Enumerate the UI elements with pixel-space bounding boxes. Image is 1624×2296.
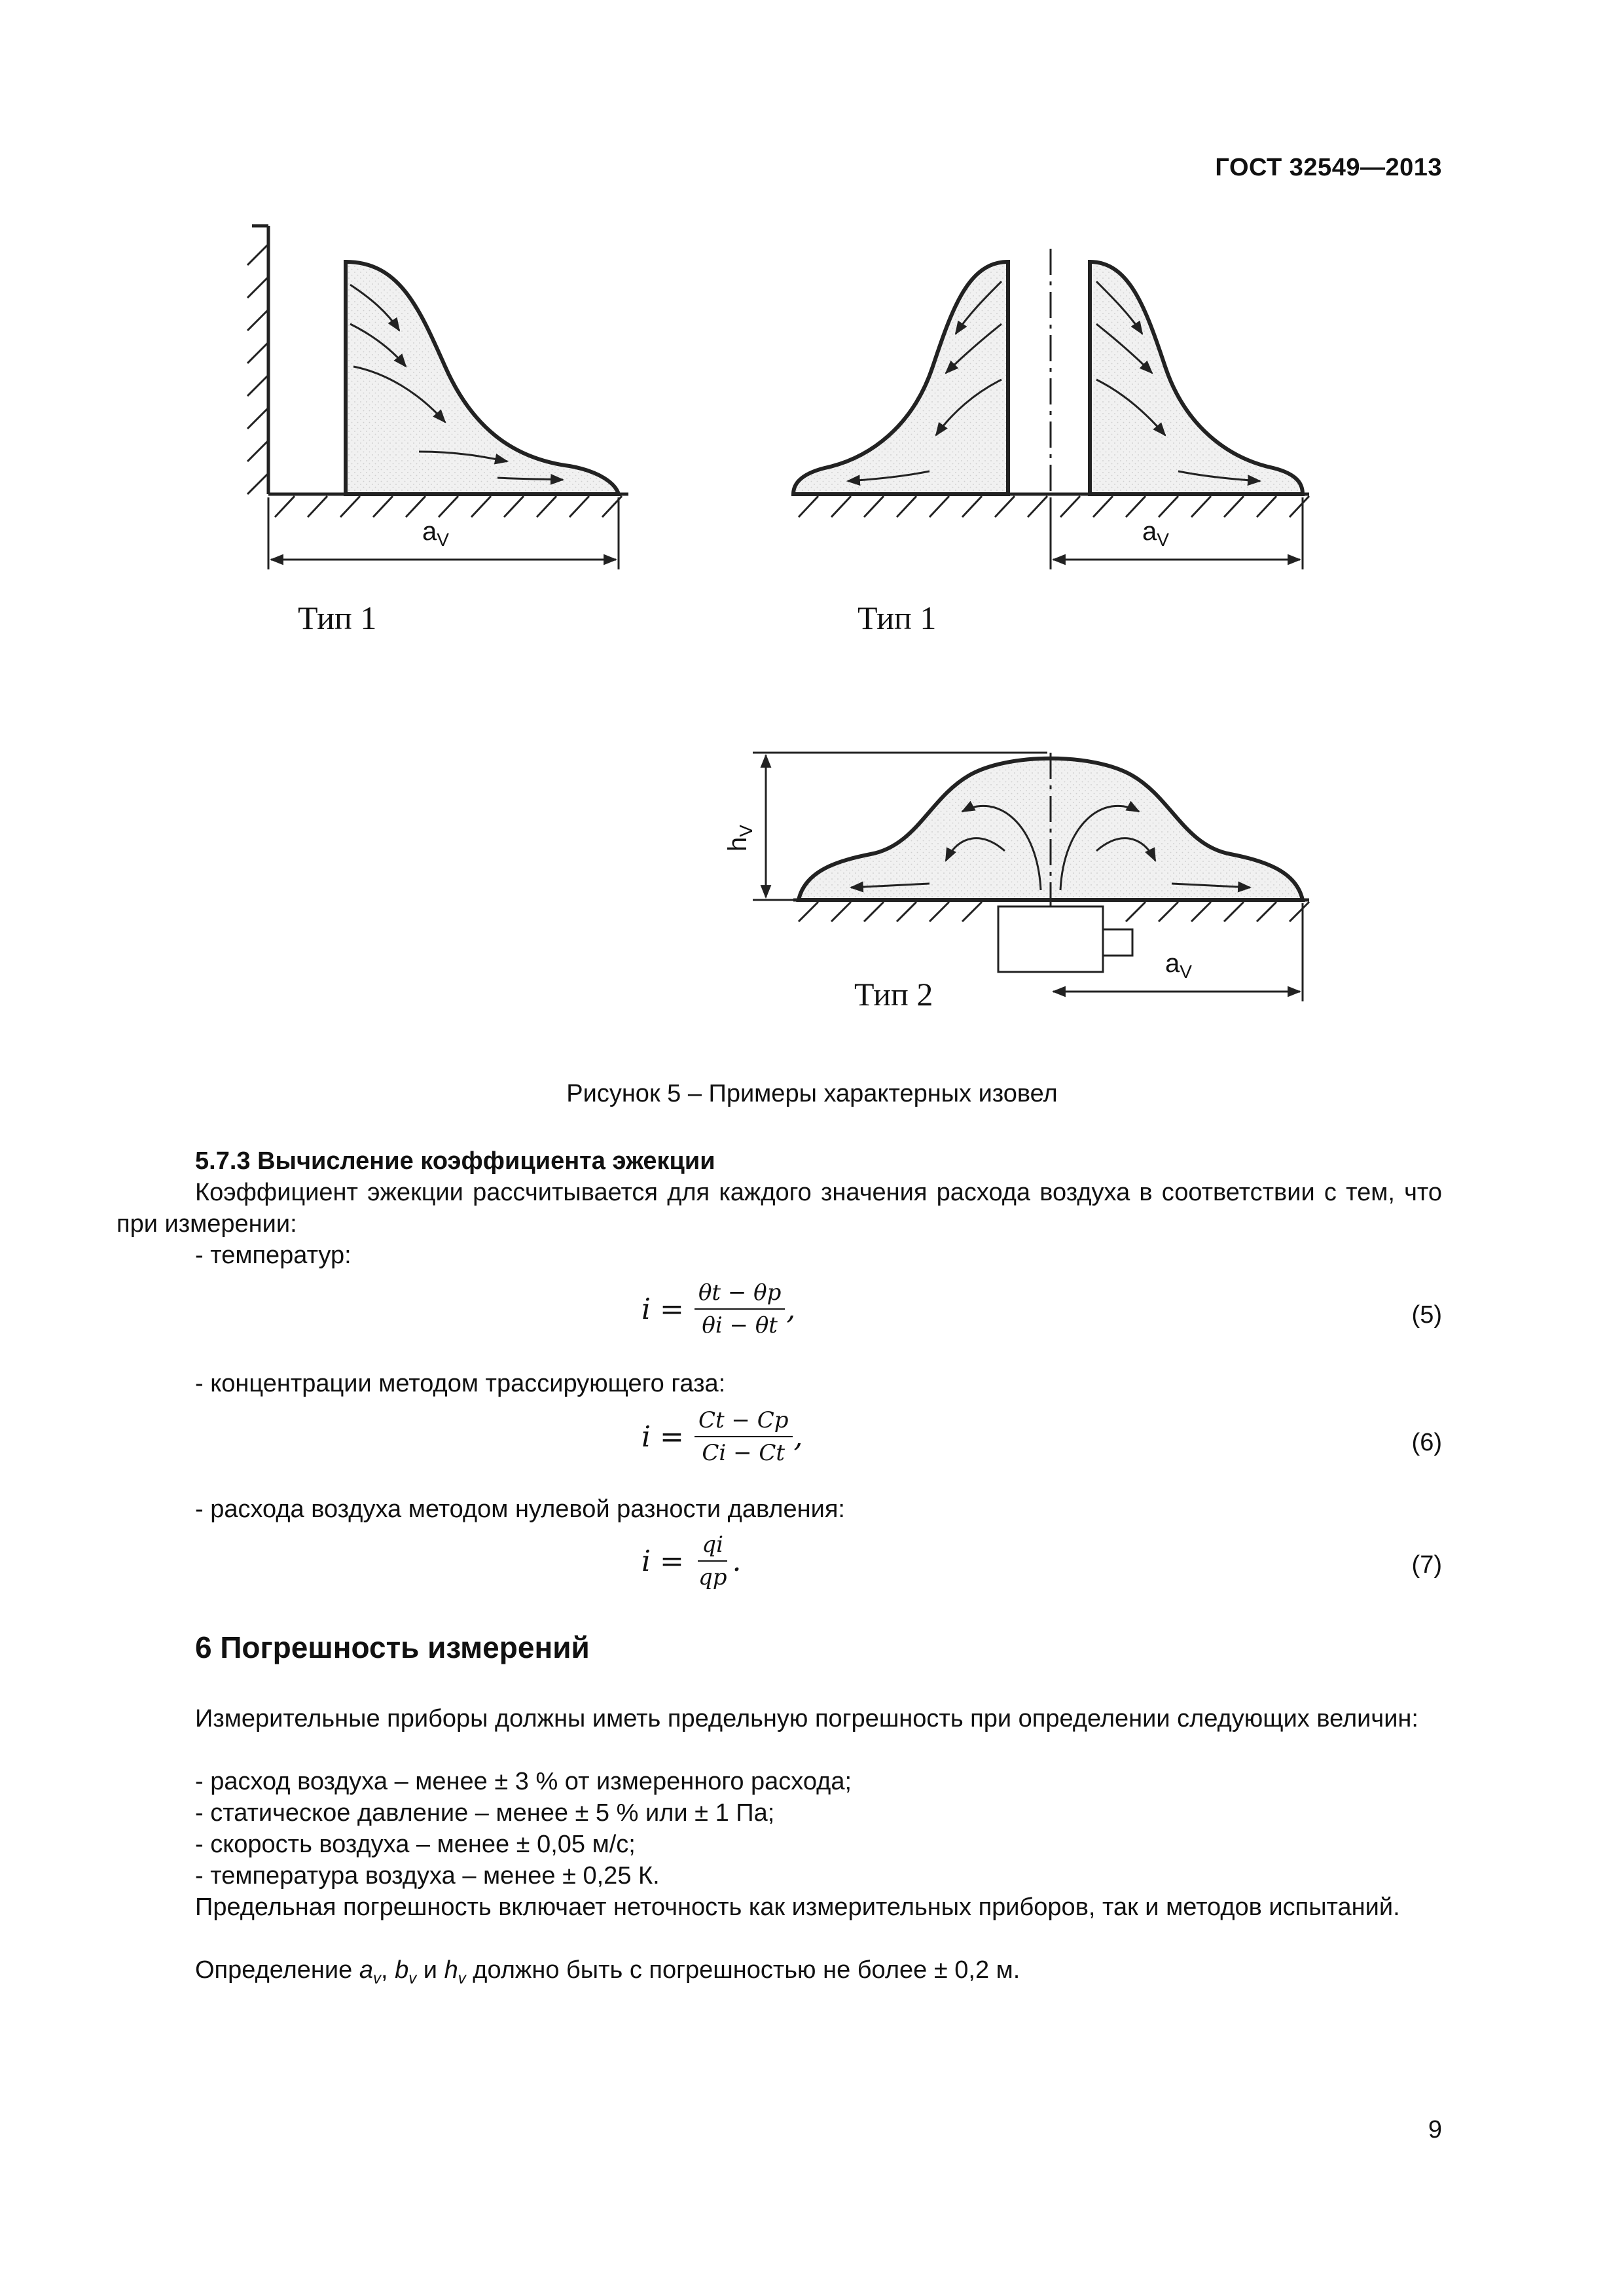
- isovel-type1-free-left: [793, 262, 1008, 494]
- equation-5-number: (5): [1411, 1301, 1442, 1329]
- item-airflow: - расхода воздуха методом нулевой разности давления:: [195, 1496, 845, 1523]
- label-av-type2: $a_V$: [1165, 949, 1192, 982]
- equation-7: i = $\frac{qi}{qp}$ .: [641, 1532, 742, 1590]
- section-573-intro: Коэффициент эжекции рассчитывается для каждого значения расхода воздуха в соответствии с тем, что при измерении:: [117, 1179, 1442, 1238]
- equation-6-number: (6): [1411, 1429, 1442, 1456]
- section-6-intro: Измерительные приборы должны иметь предельную погрешность при определении следующих величин:: [195, 1705, 1418, 1732]
- equation-7-number: (7): [1411, 1551, 1442, 1579]
- section-6-heading: 6 Погрешность измерений: [195, 1630, 590, 1664]
- equation-6: i = $\frac{Ct - Cp}{Ci - Ct}$ ,: [641, 1407, 803, 1466]
- label-hv: $h_V$: [723, 825, 756, 852]
- figure-isovel-diagrams: [0, 0, 1624, 1060]
- page-number: 9: [1428, 2116, 1442, 2144]
- document-code: ГОСТ 32549—2013: [1215, 154, 1442, 181]
- section-6-final: Определение $a_v$, $b_v$ и $h_v$ должно быть с погрешностью не более ± 0,2 м.: [195, 1956, 1020, 1988]
- label-type2: Тип 2: [854, 976, 933, 1013]
- ventilator-unit: [998, 906, 1132, 972]
- list-item: - статическое давление – менее ± 5 % или ± 1 Па;: [195, 1799, 775, 1827]
- item-concentration: - концентрации методом трассирующего газа:: [195, 1370, 726, 1397]
- section-573-heading: 5.7.3 Вычисление коэффициента эжекции: [195, 1147, 715, 1175]
- figure-caption: Рисунок 5 – Примеры характерных изовел: [566, 1080, 1058, 1107]
- section-6-note: Предельная погрешность включает неточность как измерительных приборов, так и методов испытаний.: [195, 1893, 1400, 1921]
- label-av-left: $a_V$: [422, 517, 449, 550]
- list-item: - скорость воздуха – менее ± 0,05 м/с;: [195, 1831, 636, 1858]
- label-av-right: $a_V$: [1142, 517, 1169, 550]
- item-temperature: - температур:: [195, 1242, 352, 1269]
- isovel-type1-free-right: [1090, 262, 1303, 494]
- label-type1-right: Тип 1: [857, 600, 937, 636]
- label-type1-left: Тип 1: [298, 600, 377, 636]
- equation-5: i = $\frac{\theta t - \theta p}{\theta i - \theta t}$ ,: [641, 1280, 796, 1338]
- list-item: - расход воздуха – менее ± 3 % от измеренного расхода;: [195, 1768, 852, 1795]
- list-item: - температура воздуха – менее ± 0,25 К.: [195, 1862, 660, 1890]
